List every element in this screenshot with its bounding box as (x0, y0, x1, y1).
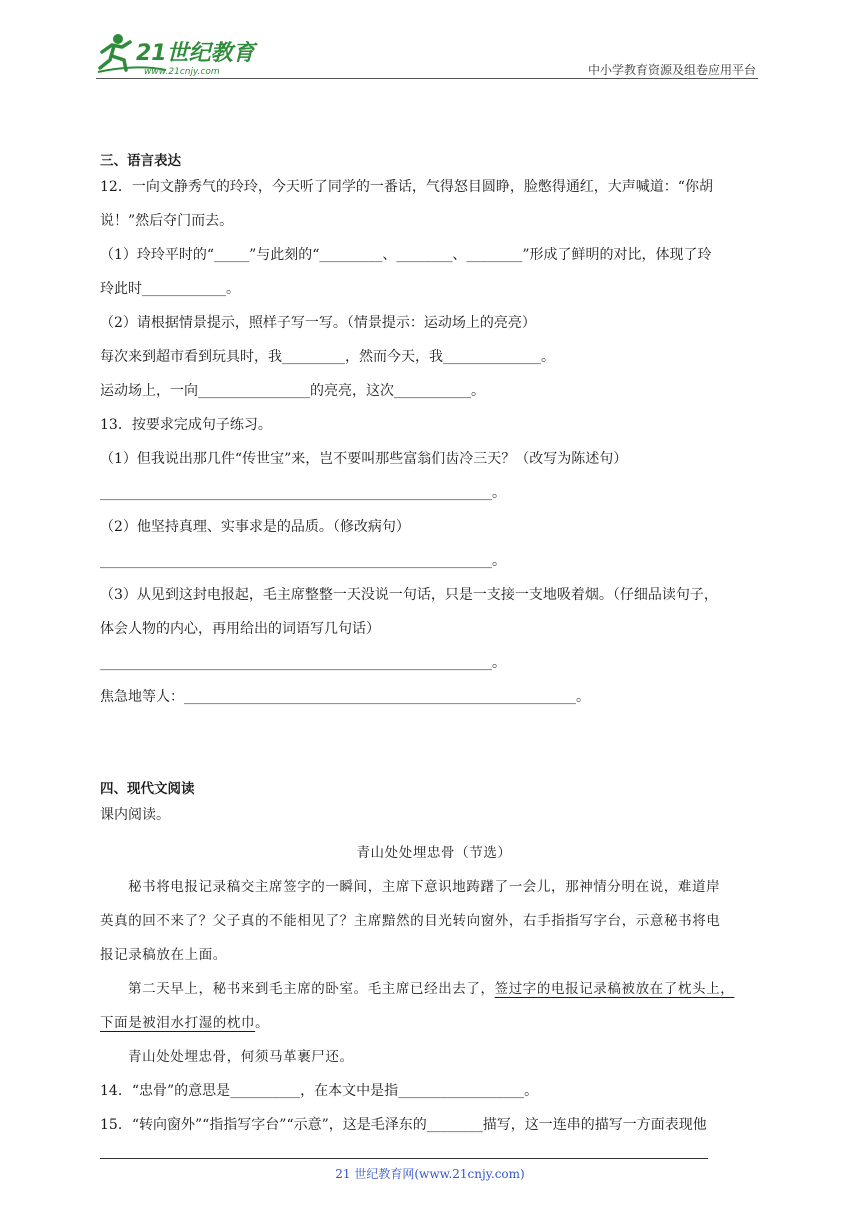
passage-line: 秘书将电报记录稿交主席签字的一瞬间，主席下意识地踌躇了一会儿，那神情分明在说，难道岸 (128, 879, 721, 895)
platform-name: 中小学教育资源及组卷应用平台 (587, 63, 756, 77)
answer-blank: ________________________________________________________。 (100, 655, 506, 671)
question-text: 说！”然后夺门而去。 (100, 213, 234, 229)
header-divider (96, 78, 758, 79)
subquestion-text: （2）请根据情景提示，照样子写一写。（情景提示：运动场上的亮亮） (100, 315, 536, 331)
subquestion-text: 体会人物的内心，再用给出的词语写几句话） (100, 621, 380, 637)
section-spacer (100, 714, 768, 772)
page-header (96, 30, 758, 80)
passage-line: 英真的回不来了？父子真的不能相见了？主席黯然的目光转向窗外，右手指指写字台，示意秘书将电 (100, 913, 721, 929)
section-title: 三、语言表达 (100, 153, 181, 169)
passage-line: 报记录稿放在上面。 (100, 947, 227, 963)
passage-text: 第二天早上，秘书来到毛主席的卧室。毛主席已经出去了， (128, 981, 495, 997)
passage-line (100, 972, 768, 1006)
subquestion-text: （2）他坚持真理、实事求是的品质。（修改病句） (100, 519, 410, 535)
subquestion-text: （3）从见到这封电报起，毛主席整整一天没说一句话，只是一支接一支地吸着烟。（仔细品读句子， (100, 587, 718, 603)
underlined-text: 下面是被泪水打湿的枕巾 (100, 1015, 256, 1031)
passage-title: 青山处处埋忠骨（节选） (356, 845, 512, 861)
subquestion-text: （1）但我说出那几件“传世宝”来，岂不要叫那些富翁们齿冷三天？（改写为陈述句） (100, 451, 628, 467)
runner-logo-icon (96, 30, 266, 78)
passage-body (100, 870, 768, 1074)
footer-link[interactable]: 21 世纪教育网(www.21cnjy.com) (335, 1167, 525, 1181)
answer-blank: ________________________________________________________。 (100, 485, 506, 501)
subquestion-text: （1）玲玲平时的“_____”与此刻的“_________、________、________”形成了鲜明的对比，体现了玲 (100, 247, 712, 263)
svg-text:21世纪教育: 21世纪教育 (136, 41, 255, 66)
footer-divider (100, 1158, 708, 1159)
passage-line (100, 1006, 768, 1040)
site-logo (96, 30, 266, 78)
section-title: 四、现代文阅读 (100, 781, 195, 797)
task-sentence: 运动场上，一向________________的亮亮，这次___________。 (100, 383, 485, 399)
example-sentence: 每次来到超市看到玩具时，我_________，然而今天，我______________。 (100, 349, 555, 365)
word-prompt: 焦急地等人：________________________________________________________。 (100, 689, 590, 705)
question-text: 13．按要求完成句子练习。 (100, 417, 272, 433)
question-text: 15．“转向窗外”“指指写字台”“示意”，这是毛泽东的________描写，这一连串的描写一方面表现他 (100, 1117, 707, 1133)
underlined-text: 签过字的电报记录稿被放在了枕头上， (494, 981, 735, 997)
answer-blank: ________________________________________________________。 (100, 553, 506, 569)
question-text: 14．“忠骨”的意思是__________，在本文中是指__________________。 (100, 1083, 539, 1099)
passage-line: 青山处处埋忠骨，何须马革裹尸还。 (128, 1049, 354, 1065)
question-text: 12．一向文静秀气的玲玲，今天听了同学的一番话，气得怒目圆睁，脸憋得通红，大声喊道：“你胡 (100, 179, 713, 195)
svg-text:www.21cnjy.com: www.21cnjy.com (144, 67, 220, 77)
document-body (100, 144, 768, 1142)
reading-intro: 课内阅读。 (100, 807, 170, 823)
passage-text: 。 (255, 1015, 270, 1031)
subquestion-text: 玲此时____________。 (100, 281, 240, 297)
